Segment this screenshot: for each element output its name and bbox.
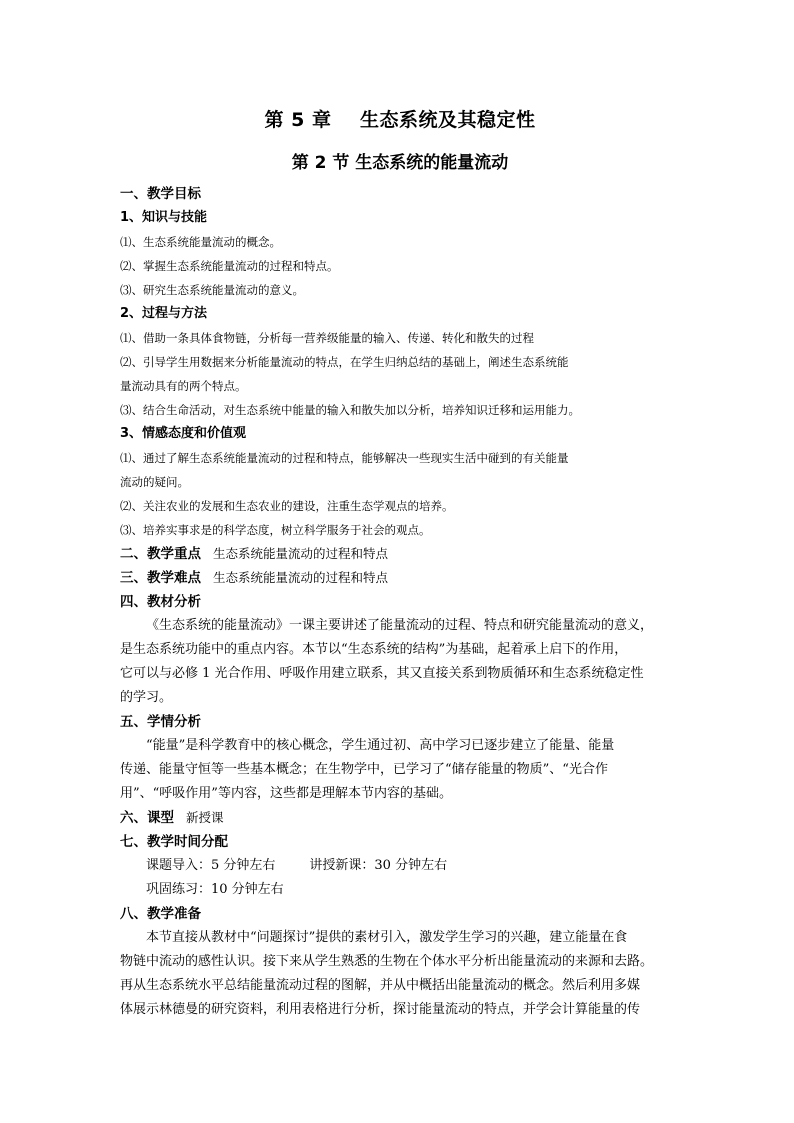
objective-item: ⑴、生态系统能量流动的概念。 [120,235,281,249]
paragraph-line: 《生态系统的能量流动》一课主要讲述了能量流动的过程、特点和研究能量流动的意义， [146,618,654,633]
subheading-process-method: 2、过程与方法 [120,306,208,321]
heading-teaching-preparation: 八、教学准备 [120,906,201,922]
paragraph-line: 物链中流动的感性认识。接下来从学生熟悉的生物在个体水平分析出能量流动的来源和去路。 [120,954,654,969]
objective-item: 量流动具有的两个特点。 [120,379,247,393]
chapter-title: 第 5 章 生态系统及其稳定性 [264,109,536,131]
objective-item: ⑶、结合生命活动，对生态系统中能量的输入和散失加以分析，培养知识迁移和运用能力。 [120,403,580,417]
section-title: 第 2 节 生态系统的能量流动 [291,153,509,173]
heading-key-points [120,546,388,562]
objective-item: ⑶、培养实事求是的科学态度，树立科学服务于社会的观点。 [120,523,431,537]
paragraph-line: 体展示林德曼的研究资料，利用表格进行分析，探讨能量流动的特点，并学会计算能量的传 [120,1002,641,1017]
heading-teaching-objectives: 一、教学目标 [120,186,201,202]
difficult-points-text: 生态系统能量流动的过程和特点 [213,570,389,585]
objective-item: ⑵、引导学生用数据来分析能量流动的特点，在学生归纳总结的基础上，阐述生态系统能 [120,355,569,369]
objective-item: ⑴、借助一条具体食物链，分析每一营养级能量的输入、传递、转化和散失的过程 [120,331,534,345]
objective-item: ⑵、掌握生态系统能量流动的过程和特点。 [120,259,339,273]
paragraph-line: 的学习。 [120,690,173,705]
paragraph-line: 本节直接从教材中“问题探讨”提供的素材引入，激发学生学习的兴趣，建立能量在食 [146,930,628,945]
heading-difficult-points-label: 三、教学难点 [120,570,201,586]
lesson-type-text: 新授课 [186,810,224,825]
time-practice: 巩固练习：10 分钟左右 [146,882,284,897]
objective-item: ⑶、研究生态系统能量流动的意义。 [120,283,304,297]
paragraph-line: 再从生态系统水平总结能量流动过程的图解，并从中概括出能量流动的概念。然后利用多媒 [120,978,641,993]
heading-time-allocation: 七、教学时间分配 [120,834,228,850]
heading-lesson-type-label: 六、课型 [120,810,174,826]
paragraph-line: 它可以与必修 1 光合作用、呼吸作用建立联系，其又直接关系到物质循环和生态系统稳定性 [120,666,644,681]
paragraph-line: 用”、“呼吸作用”等内容，这些都是理解本节内容的基础。 [120,786,452,801]
objective-item: ⑴、通过了解生态系统能量流动的过程和特点，能够解决一些现实生活中碰到的有关能量 [120,451,569,465]
time-new-lesson: 讲授新课：30 分钟左右 [309,858,448,873]
objective-item: ⑵、关注农业的发展和生态农业的建设，注重生态学观点的培养。 [120,499,454,513]
time-intro: 课题导入：5 分钟左右 [146,858,276,873]
paragraph-line: 传递、能量守恒等一些基本概念；在生物学中，已学习了“储存能量的物质”、“光合作 [120,762,608,777]
paragraph-line: 是生态系统功能中的重点内容。本节以“生态系统的结构”为基础，起着承上启下的作用， [120,642,628,657]
paragraph-line: “能量”是科学教育中的核心概念，学生通过初、高中学习已逐步建立了能量、能量 [146,738,615,753]
key-points-text: 生态系统能量流动的过程和特点 [213,546,389,561]
subheading-knowledge-skills: 1、知识与技能 [120,210,208,225]
heading-textbook-analysis: 四、教材分析 [120,594,201,610]
heading-key-points-label: 二、教学重点 [120,546,201,562]
time-line [146,858,447,874]
objective-item: 流动的疑问。 [120,475,189,489]
heading-student-analysis: 五、学情分析 [120,714,201,730]
subheading-attitude-values: 3、情感态度和价值观 [120,426,247,441]
heading-difficult-points [120,570,388,586]
heading-lesson-type [120,810,224,826]
